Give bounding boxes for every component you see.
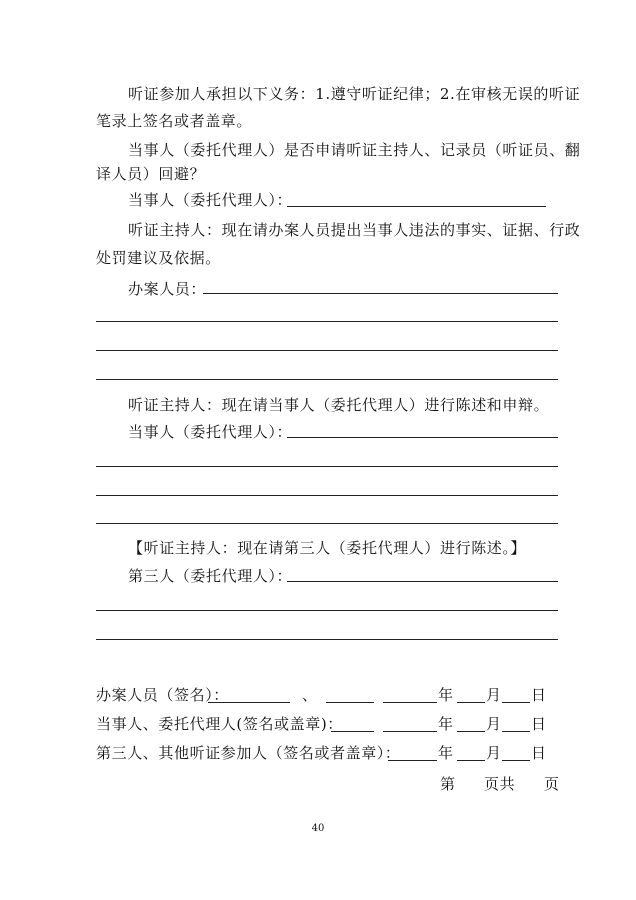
party-statement-writing-line-2[interactable] xyxy=(96,466,558,467)
staff-date-year-line[interactable] xyxy=(383,702,437,703)
third-party-date-day-line[interactable] xyxy=(502,760,530,761)
page-counter-suffix: 页 xyxy=(544,775,560,793)
case-staff-line[interactable] xyxy=(203,293,558,294)
staff-signature-line-1[interactable] xyxy=(208,702,290,703)
staff-date-year-label: 年 xyxy=(438,686,454,704)
third-party-instruction: 【听证主持人：现在请第三人（委托代理人）进行陈述。】 xyxy=(128,539,527,557)
third-party-signature-label: 第三人、其他听证参加人（签名或者盖章）： xyxy=(96,744,401,762)
staff-date-month-line[interactable] xyxy=(457,702,485,703)
party-statement-label: 当事人（委托代理人）： xyxy=(128,423,293,441)
party-date-month-label: 月 xyxy=(486,715,502,733)
party-date-year-label: 年 xyxy=(438,715,454,733)
party-date-day-line[interactable] xyxy=(502,731,530,732)
third-party-date-month-line[interactable] xyxy=(457,760,485,761)
recusal-question-line-1: 当事人（委托代理人）是否申请听证主持人、记录员（听证员、翻 xyxy=(128,141,581,159)
party-statement-line[interactable] xyxy=(287,437,558,438)
party-answer-label: 当事人（委托代理人）： xyxy=(128,191,293,209)
third-party-date-year-line[interactable] xyxy=(388,760,437,761)
party-answer-line[interactable] xyxy=(287,206,546,207)
third-party-date-day-label: 日 xyxy=(531,744,547,762)
party-statement-writing-line-4[interactable] xyxy=(96,523,558,524)
third-party-date-year-label: 年 xyxy=(438,744,454,762)
staff-date-day-label: 日 xyxy=(531,686,547,704)
staff-date-day-line[interactable] xyxy=(502,702,530,703)
case-staff-label: 办案人员： xyxy=(128,280,207,298)
staff-signature-line-2[interactable] xyxy=(326,702,374,703)
party-signature-label: 当事人、委托代理人(签名或盖章)： xyxy=(96,715,343,733)
obligations-line-2: 笔录上签名或者盖章。 xyxy=(96,112,253,130)
present-facts-line-2: 处罚建议及依据。 xyxy=(96,249,221,267)
third-party-date-month-label: 月 xyxy=(486,744,502,762)
party-date-day-label: 日 xyxy=(531,715,547,733)
case-staff-writing-line-2[interactable] xyxy=(96,321,558,322)
third-party-line[interactable] xyxy=(287,581,558,582)
third-party-writing-line-3[interactable] xyxy=(96,639,558,640)
staff-date-month-label: 月 xyxy=(486,686,502,704)
page-counter-middle: 页共 xyxy=(484,775,516,793)
party-statement-writing-line-3[interactable] xyxy=(96,495,558,496)
obligations-line-1: 听证参加人承担以下义务：1.遵守听证纪律；2.在审核无误的听证 xyxy=(128,85,581,103)
case-staff-writing-line-3[interactable] xyxy=(96,350,558,351)
party-date-year-line[interactable] xyxy=(383,731,437,732)
page-counter-prefix: 第 xyxy=(440,775,456,793)
page-number: 40 xyxy=(311,823,325,834)
recusal-question-line-2: 译人员）回避？ xyxy=(96,165,206,183)
staff-signature-separator: 、 xyxy=(302,686,318,704)
third-party-writing-line-2[interactable] xyxy=(96,610,558,611)
party-signature-line[interactable] xyxy=(331,731,374,732)
present-facts-line-1: 听证主持人：现在请办案人员提出当事人违法的事实、证据、行政 xyxy=(128,221,581,239)
third-party-label: 第三人（委托代理人）： xyxy=(128,567,293,585)
staff-signature-label: 办案人员（签名）： xyxy=(96,686,229,704)
party-date-month-line[interactable] xyxy=(457,731,485,732)
statement-instruction: 听证主持人：现在请当事人（委托代理人）进行陈述和申辩。 xyxy=(128,396,550,414)
case-staff-writing-line-4[interactable] xyxy=(96,379,558,380)
